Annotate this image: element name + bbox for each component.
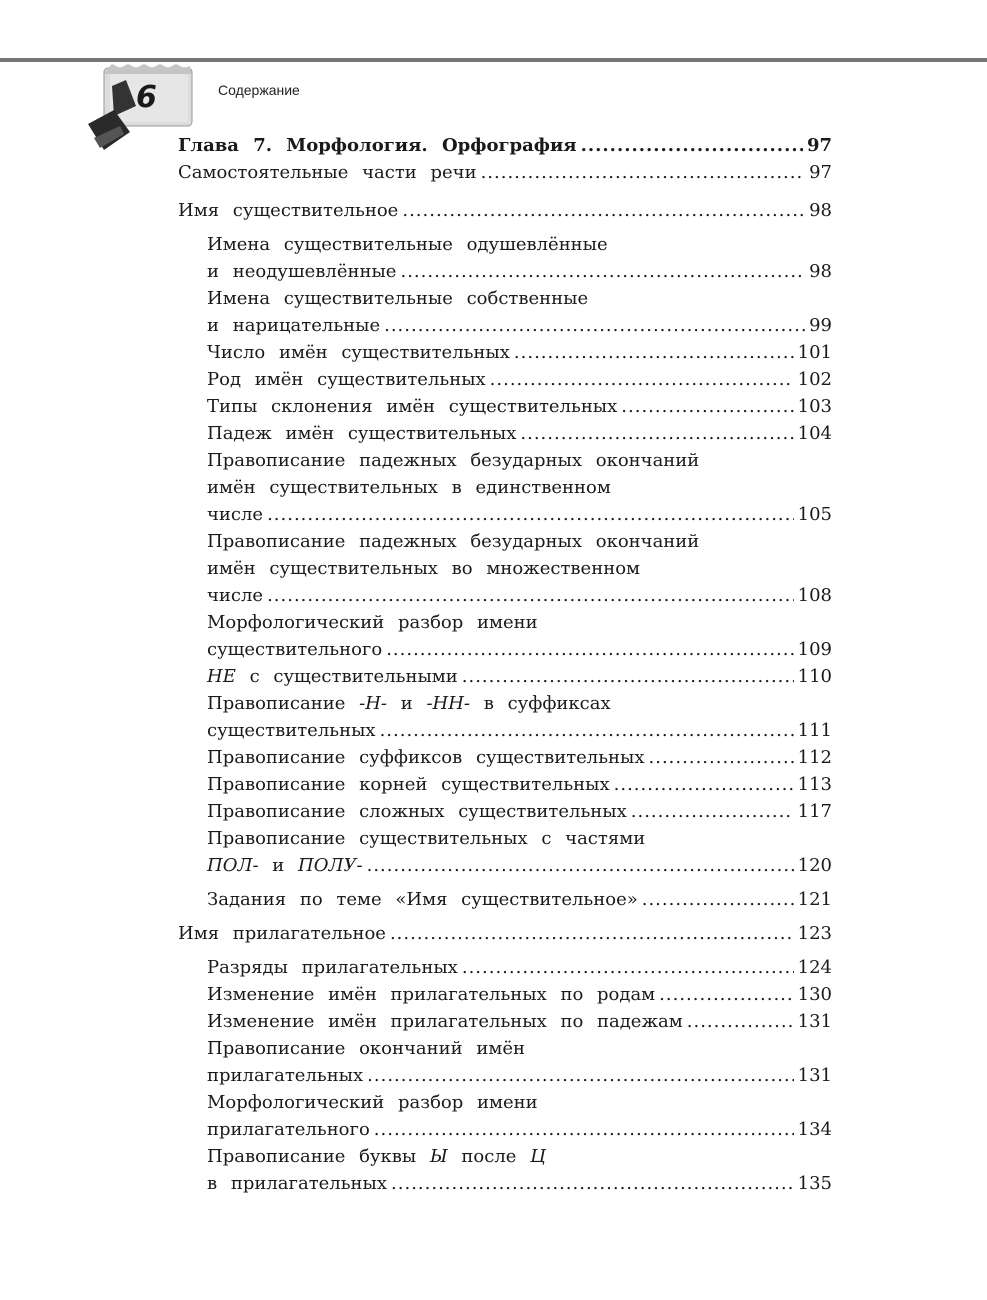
toc-entry[interactable]: Правописание существительных с частями ПОЛ- и ПОЛУ- ..... 120 <box>178 825 832 879</box>
page-ref: 130 <box>797 984 832 1005</box>
toc-entry[interactable]: Изменение имён прилагательных по падежам ..... 131 <box>178 1008 832 1035</box>
toc-chapter-7[interactable]: Глава 7. Морфология. Орфография ..... 97 <box>178 132 832 159</box>
page-number: 6 <box>136 80 157 115</box>
toc-entry[interactable]: Правописание суффиксов существительных ..... 112 <box>178 744 832 771</box>
page-ref: 135 <box>797 1173 832 1194</box>
page-ref: 123 <box>797 923 832 944</box>
toc-entry[interactable]: Разряды прилагательных ..... 124 <box>178 954 832 981</box>
toc-entry[interactable]: Род имён существительных ..... 102 <box>178 366 832 393</box>
page-ref: 113 <box>797 774 832 795</box>
toc-entry[interactable]: Правописание буквы Ы после Ц в прилагательных ..... 135 <box>178 1143 832 1197</box>
page-ref: 104 <box>797 423 832 444</box>
page-ref: 98 <box>809 200 832 221</box>
toc-entry[interactable]: Морфологический разбор имени существительного ..... 109 <box>178 609 832 663</box>
toc-entry[interactable]: Правописание падежных безударных окончаний имён существительных в единственном числе ..... 105 <box>178 447 832 528</box>
toc-section-adjective[interactable]: Имя прилагательное ..... 123 <box>178 920 832 947</box>
page-ref: 105 <box>797 504 832 525</box>
page-ref: 120 <box>797 855 832 876</box>
running-header: Содержание <box>218 82 300 98</box>
page-ref: 131 <box>797 1011 832 1032</box>
toc-entry[interactable]: Правописание -Н- и -НН- в суффиксах существительных ..... 111 <box>178 690 832 744</box>
table-of-contents <box>178 132 832 1197</box>
page-ref: 101 <box>797 342 832 363</box>
page-ref: 99 <box>809 315 832 336</box>
page-ref: 124 <box>797 957 832 978</box>
toc-entry[interactable]: Имена существительные одушевлённые и неодушевлённые ..... 98 <box>178 231 832 285</box>
page-ref: 97 <box>809 162 832 183</box>
toc-entry[interactable]: НЕ с существительными ..... 110 <box>178 663 832 690</box>
page-ref: 108 <box>797 585 832 606</box>
page-ref: 112 <box>797 747 832 768</box>
toc-section-noun[interactable]: Имя существительное ..... 98 <box>178 197 832 224</box>
toc-entry[interactable]: Правописание окончаний имён прилагательных ..... 131 <box>178 1035 832 1089</box>
page-ref: 97 <box>806 135 832 156</box>
page-ref: 110 <box>797 666 832 687</box>
toc-entry[interactable]: Падеж имён существительных ..... 104 <box>178 420 832 447</box>
page-ref: 109 <box>797 639 832 660</box>
page-ref: 131 <box>797 1065 832 1086</box>
toc-entry[interactable]: Правописание сложных существительных ..... 117 <box>178 798 832 825</box>
toc-entry[interactable]: Правописание корней существительных ..... 113 <box>178 771 832 798</box>
page-ref: 117 <box>797 801 832 822</box>
page-ref: 102 <box>797 369 832 390</box>
toc-entry[interactable]: Морфологический разбор имени прилагательного ..... 134 <box>178 1089 832 1143</box>
toc-entry[interactable]: Число имён существительных ..... 101 <box>178 339 832 366</box>
toc-entry[interactable]: Правописание падежных безударных окончаний имён существительных во множественном числе ..... 108 <box>178 528 832 609</box>
toc-entry[interactable]: Задания по теме «Имя существительное» ..... 121 <box>178 886 832 913</box>
toc-entry[interactable]: Имена существительные собственные и нарицательные ..... 99 <box>178 285 832 339</box>
page-ref: 134 <box>797 1119 832 1140</box>
page-ref: 103 <box>797 396 832 417</box>
toc-entry[interactable]: Типы склонения имён существительных ..... 103 <box>178 393 832 420</box>
page-ref: 111 <box>797 720 832 741</box>
page-ref: 98 <box>809 261 832 282</box>
top-rule <box>0 58 987 62</box>
toc-entry[interactable]: Изменение имён прилагательных по родам ..... 130 <box>178 981 832 1008</box>
page-ref: 121 <box>797 889 832 910</box>
toc-entry[interactable]: Самостоятельные части речи ..... 97 <box>178 159 832 186</box>
